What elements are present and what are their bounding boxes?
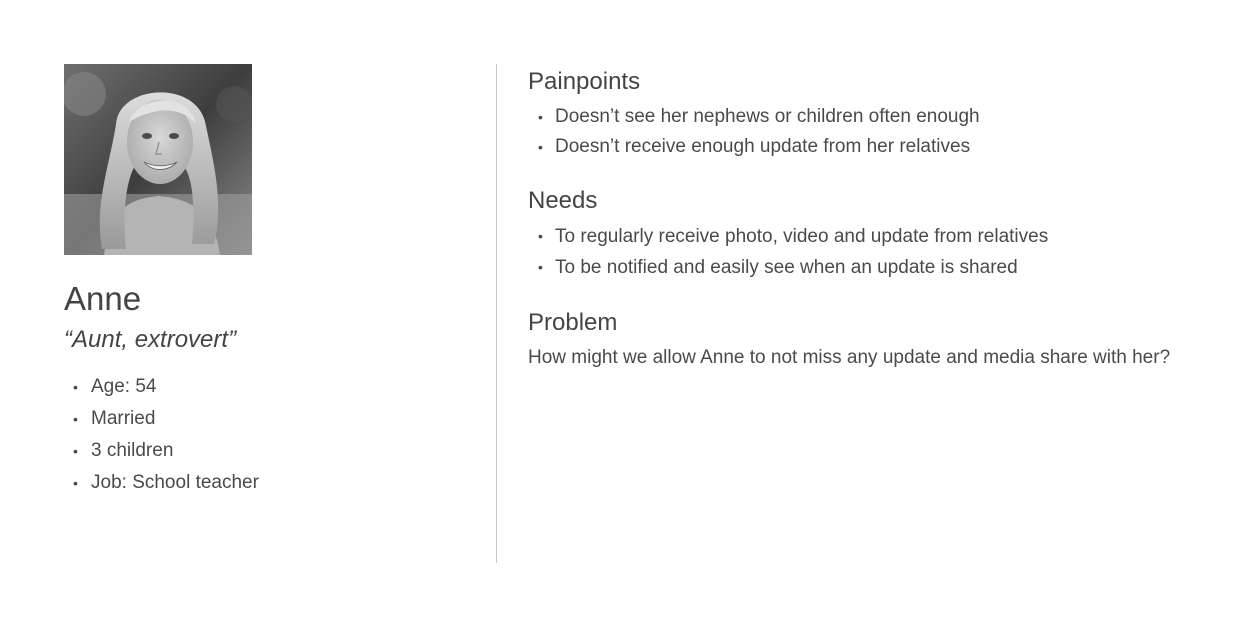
needs-list <box>528 221 1208 283</box>
painpoints-heading: Painpoints <box>528 68 641 95</box>
persona-photo <box>64 64 252 255</box>
persona-fact-children: • 3 children <box>64 435 259 467</box>
persona-fact-job: • Job: School teacher <box>64 467 259 499</box>
need-item: • To regularly receive photo, video and update from relatives <box>528 221 1208 252</box>
needs-heading: Needs <box>528 187 598 214</box>
need-item: • To be notified and easily see when an update is shared <box>528 252 1208 283</box>
persona-name: Anne <box>64 280 142 317</box>
problem-section <box>528 307 1208 371</box>
persona-quote: “Aunt, extrovert” <box>64 326 237 353</box>
persona-facts-list <box>64 371 259 499</box>
persona-fact-marital-status: • Married <box>64 403 259 435</box>
painpoints-list <box>528 102 1208 162</box>
needs-section <box>528 185 1208 283</box>
painpoints-section <box>528 66 1208 162</box>
problem-heading: Problem <box>528 309 618 336</box>
painpoint-item: • Doesn’t see her nephews or children often enough <box>528 102 1208 132</box>
column-divider <box>496 64 497 563</box>
persona-fact-age: • Age: 54 <box>64 371 259 403</box>
painpoint-item: • Doesn’t receive enough update from her relatives <box>528 132 1208 162</box>
problem-statement: How might we allow Anne to not miss any update and media share with her? <box>528 347 1171 368</box>
